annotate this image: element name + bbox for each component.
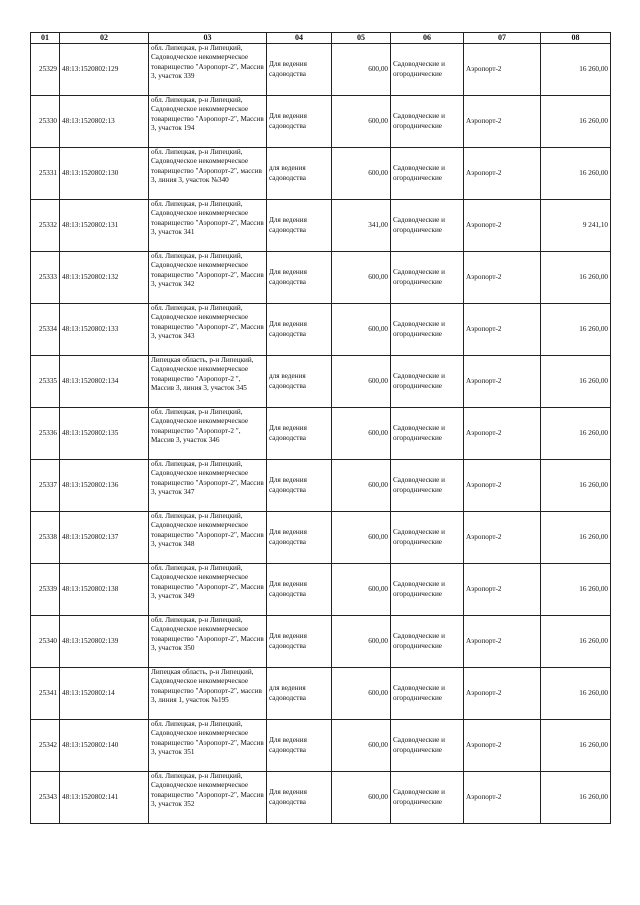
address-cell bbox=[149, 512, 267, 564]
row-number-cell: 25333 bbox=[31, 252, 60, 304]
purpose-cell: для ведения садоводства bbox=[267, 148, 332, 200]
header-cell: 01 bbox=[31, 33, 60, 44]
location-cell: Аэропорт-2 bbox=[464, 148, 541, 200]
value-cell: 16 260,00 bbox=[541, 668, 611, 720]
header-cell: 07 bbox=[464, 33, 541, 44]
row-number-cell: 25329 bbox=[31, 44, 60, 96]
address-text: обл. Липецкая, р-н Липецкий, Садоводческое некоммерческое товарищество "Аэропорт-2", Массив 3, участок 349 bbox=[151, 564, 264, 600]
location-cell: Аэропорт-2 bbox=[464, 720, 541, 772]
address-text: Липецкая область, р-н Липецкий, Садоводческое некоммерческое товарищество "Аэропорт-2", массив 3, линия 1, участок №195 bbox=[151, 668, 262, 704]
category-cell: Садоводческие и огороднические bbox=[391, 356, 464, 408]
address-text: обл. Липецкая, р-н Липецкий, Садоводческое некоммерческое товарищество "Аэропорт-2", массив 3, линия 3, участок №340 bbox=[151, 148, 262, 184]
purpose-cell: для ведения садоводства bbox=[267, 356, 332, 408]
area-cell: 600,00 bbox=[332, 668, 391, 720]
address-text: обл. Липецкая, р-н Липецкий, Садоводческое некоммерческое товарищество "Аэропорт-2", Массив 3, участок 194 bbox=[151, 96, 264, 132]
value-cell: 16 260,00 bbox=[541, 148, 611, 200]
location-cell: Аэропорт-2 bbox=[464, 564, 541, 616]
location-cell: Аэропорт-2 bbox=[464, 200, 541, 252]
location-cell: Аэропорт-2 bbox=[464, 356, 541, 408]
purpose-cell: Для ведения садоводства bbox=[267, 460, 332, 512]
address-text: обл. Липецкая, р-н Липецкий, Садоводческое некоммерческое товарищество "Аэропорт-2", Массив 3, участок 352 bbox=[151, 772, 264, 808]
row-number-cell: 25332 bbox=[31, 200, 60, 252]
purpose-cell: Для ведения садоводства bbox=[267, 408, 332, 460]
cadastral-number-cell: 48:13:1520802:131 bbox=[60, 200, 149, 252]
area-cell: 600,00 bbox=[332, 512, 391, 564]
row-number-cell: 25335 bbox=[31, 356, 60, 408]
header-cell: 03 bbox=[149, 33, 267, 44]
cadastral-number-cell: 48:13:1520802:137 bbox=[60, 512, 149, 564]
area-cell: 600,00 bbox=[332, 720, 391, 772]
cadastral-number-cell: 48:13:1520802:134 bbox=[60, 356, 149, 408]
area-cell: 600,00 bbox=[332, 252, 391, 304]
header-cell: 04 bbox=[267, 33, 332, 44]
address-cell bbox=[149, 720, 267, 772]
purpose-cell: Для ведения садоводства bbox=[267, 200, 332, 252]
category-cell: Садоводческие и огороднические bbox=[391, 564, 464, 616]
purpose-cell: Для ведения садоводства bbox=[267, 720, 332, 772]
table-row bbox=[31, 44, 611, 96]
value-cell: 16 260,00 bbox=[541, 96, 611, 148]
area-cell: 600,00 bbox=[332, 96, 391, 148]
purpose-cell: Для ведения садоводства bbox=[267, 772, 332, 824]
value-cell: 16 260,00 bbox=[541, 460, 611, 512]
address-cell bbox=[149, 304, 267, 356]
address-text: обл. Липецкая, р-н Липецкий, Садоводческое некоммерческое товарищество "Аэропорт-2", Массив 3, участок 347 bbox=[151, 460, 264, 496]
address-text: обл. Липецкая, р-н Липецкий, Садоводческое некоммерческое товарищество "Аэропорт-2", Массив 3, участок 348 bbox=[151, 512, 264, 548]
category-cell: Садоводческие и огороднические bbox=[391, 512, 464, 564]
category-cell: Садоводческие и огороднические bbox=[391, 616, 464, 668]
cadastral-number-cell: 48:13:1520802:135 bbox=[60, 408, 149, 460]
cadastral-number-cell: 48:13:1520802:140 bbox=[60, 720, 149, 772]
cadastral-number-cell: 48:13:1520802:13 bbox=[60, 96, 149, 148]
table-row bbox=[31, 148, 611, 200]
category-cell: Садоводческие и огороднические bbox=[391, 668, 464, 720]
row-number-cell: 25331 bbox=[31, 148, 60, 200]
table-row bbox=[31, 356, 611, 408]
document-sheet bbox=[30, 32, 610, 824]
cadastral-number-cell: 48:13:1520802:141 bbox=[60, 772, 149, 824]
value-cell: 16 260,00 bbox=[541, 252, 611, 304]
address-cell bbox=[149, 564, 267, 616]
row-number-cell: 25337 bbox=[31, 460, 60, 512]
row-number-cell: 25338 bbox=[31, 512, 60, 564]
header-cell: 05 bbox=[332, 33, 391, 44]
location-cell: Аэропорт-2 bbox=[464, 252, 541, 304]
category-cell: Садоводческие и огороднические bbox=[391, 44, 464, 96]
category-cell: Садоводческие и огороднические bbox=[391, 408, 464, 460]
row-number-cell: 25330 bbox=[31, 96, 60, 148]
category-cell: Садоводческие и огороднические bbox=[391, 200, 464, 252]
address-cell bbox=[149, 668, 267, 720]
cadastral-number-cell: 48:13:1520802:132 bbox=[60, 252, 149, 304]
row-number-cell: 25339 bbox=[31, 564, 60, 616]
address-cell bbox=[149, 616, 267, 668]
area-cell: 600,00 bbox=[332, 356, 391, 408]
area-cell: 600,00 bbox=[332, 408, 391, 460]
location-cell: Аэропорт-2 bbox=[464, 772, 541, 824]
table-row bbox=[31, 616, 611, 668]
address-text: обл. Липецкая, р-н Липецкий, Садоводческое некоммерческое товарищество "Аэропорт-2", Массив 3, участок 351 bbox=[151, 720, 264, 756]
category-cell: Садоводческие и огороднические bbox=[391, 772, 464, 824]
category-cell: Садоводческие и огороднические bbox=[391, 148, 464, 200]
address-text: обл. Липецкая, р-н Липецкий, Садоводческое некоммерческое товарищество "Аэропорт-2", Массив 3, участок 339 bbox=[151, 44, 264, 80]
cadastral-number-cell: 48:13:1520802:138 bbox=[60, 564, 149, 616]
row-number-cell: 25343 bbox=[31, 772, 60, 824]
area-cell: 600,00 bbox=[332, 564, 391, 616]
location-cell: Аэропорт-2 bbox=[464, 304, 541, 356]
table-row bbox=[31, 460, 611, 512]
purpose-cell: Для ведения садоводства bbox=[267, 96, 332, 148]
location-cell: Аэропорт-2 bbox=[464, 460, 541, 512]
location-cell: Аэропорт-2 bbox=[464, 668, 541, 720]
area-cell: 600,00 bbox=[332, 44, 391, 96]
value-cell: 16 260,00 bbox=[541, 720, 611, 772]
address-text: обл. Липецкая, р-н Липецкий, Садоводческое некоммерческое товарищество "Аэропорт-2 ", Массив 3, участок 346 bbox=[151, 408, 249, 444]
address-text: обл. Липецкая, р-н Липецкий, Садоводческое некоммерческое товарищество "Аэропорт-2", Массив 3, участок 343 bbox=[151, 304, 264, 340]
area-cell: 600,00 bbox=[332, 772, 391, 824]
cadastral-number-cell: 48:13:1520802:139 bbox=[60, 616, 149, 668]
table-row bbox=[31, 512, 611, 564]
header-cell: 08 bbox=[541, 33, 611, 44]
address-cell bbox=[149, 200, 267, 252]
value-cell: 16 260,00 bbox=[541, 304, 611, 356]
address-cell bbox=[149, 252, 267, 304]
cadastral-number-cell: 48:13:1520802:14 bbox=[60, 668, 149, 720]
category-cell: Садоводческие и огороднические bbox=[391, 304, 464, 356]
area-cell: 600,00 bbox=[332, 616, 391, 668]
category-cell: Садоводческие и огороднические bbox=[391, 460, 464, 512]
header-cell: 02 bbox=[60, 33, 149, 44]
cadastral-number-cell: 48:13:1520802:136 bbox=[60, 460, 149, 512]
location-cell: Аэропорт-2 bbox=[464, 96, 541, 148]
area-cell: 600,00 bbox=[332, 460, 391, 512]
row-number-cell: 25336 bbox=[31, 408, 60, 460]
table-row bbox=[31, 772, 611, 824]
table-row bbox=[31, 408, 611, 460]
purpose-cell: Для ведения садоводства bbox=[267, 44, 332, 96]
value-cell: 9 241,10 bbox=[541, 200, 611, 252]
category-cell: Садоводческие и огороднические bbox=[391, 96, 464, 148]
value-cell: 16 260,00 bbox=[541, 356, 611, 408]
row-number-cell: 25341 bbox=[31, 668, 60, 720]
table-row bbox=[31, 96, 611, 148]
location-cell: Аэропорт-2 bbox=[464, 408, 541, 460]
area-cell: 600,00 bbox=[332, 304, 391, 356]
address-cell bbox=[149, 44, 267, 96]
value-cell: 16 260,00 bbox=[541, 564, 611, 616]
table-body bbox=[31, 44, 611, 824]
table-row bbox=[31, 564, 611, 616]
purpose-cell: Для ведения садоводства bbox=[267, 304, 332, 356]
purpose-cell: для ведения садоводства bbox=[267, 668, 332, 720]
cadastral-number-cell: 48:13:1520802:133 bbox=[60, 304, 149, 356]
table-row bbox=[31, 200, 611, 252]
table-row bbox=[31, 252, 611, 304]
address-text: Липецкая область, р-н Липецкий, Садоводческое некоммерческое товарищество "Аэропорт-2 ", Массив 3, линия 3, участок 345 bbox=[151, 356, 254, 392]
location-cell: Аэропорт-2 bbox=[464, 616, 541, 668]
address-cell bbox=[149, 356, 267, 408]
address-cell bbox=[149, 460, 267, 512]
land-plots-table bbox=[30, 32, 611, 824]
header-row bbox=[31, 33, 611, 44]
table-row bbox=[31, 668, 611, 720]
address-text: обл. Липецкая, р-н Липецкий, Садоводческое некоммерческое товарищество "Аэропорт-2", Массив 3, участок 342 bbox=[151, 252, 264, 288]
category-cell: Садоводческие и огороднические bbox=[391, 720, 464, 772]
location-cell: Аэропорт-2 bbox=[464, 512, 541, 564]
purpose-cell: Для ведения садоводства bbox=[267, 512, 332, 564]
row-number-cell: 25334 bbox=[31, 304, 60, 356]
purpose-cell: Для ведения садоводства bbox=[267, 564, 332, 616]
cadastral-number-cell: 48:13:1520802:130 bbox=[60, 148, 149, 200]
location-cell: Аэропорт-2 bbox=[464, 44, 541, 96]
address-text: обл. Липецкая, р-н Липецкий, Садоводческое некоммерческое товарищество "Аэропорт-2", Массив 3, участок 341 bbox=[151, 200, 264, 236]
address-cell bbox=[149, 96, 267, 148]
value-cell: 16 260,00 bbox=[541, 44, 611, 96]
value-cell: 16 260,00 bbox=[541, 616, 611, 668]
value-cell: 16 260,00 bbox=[541, 772, 611, 824]
cadastral-number-cell: 48:13:1520802:129 bbox=[60, 44, 149, 96]
header-cell: 06 bbox=[391, 33, 464, 44]
address-cell bbox=[149, 408, 267, 460]
address-cell bbox=[149, 772, 267, 824]
address-text: обл. Липецкая, р-н Липецкий, Садоводческое некоммерческое товарищество "Аэропорт-2", Массив 3, участок 350 bbox=[151, 616, 264, 652]
value-cell: 16 260,00 bbox=[541, 512, 611, 564]
purpose-cell: Для ведения садоводства bbox=[267, 252, 332, 304]
table-row bbox=[31, 304, 611, 356]
row-number-cell: 25342 bbox=[31, 720, 60, 772]
area-cell: 600,00 bbox=[332, 148, 391, 200]
value-cell: 16 260,00 bbox=[541, 408, 611, 460]
category-cell: Садоводческие и огороднические bbox=[391, 252, 464, 304]
table-row bbox=[31, 720, 611, 772]
purpose-cell: Для ведения садоводства bbox=[267, 616, 332, 668]
row-number-cell: 25340 bbox=[31, 616, 60, 668]
area-cell: 341,00 bbox=[332, 200, 391, 252]
address-cell bbox=[149, 148, 267, 200]
